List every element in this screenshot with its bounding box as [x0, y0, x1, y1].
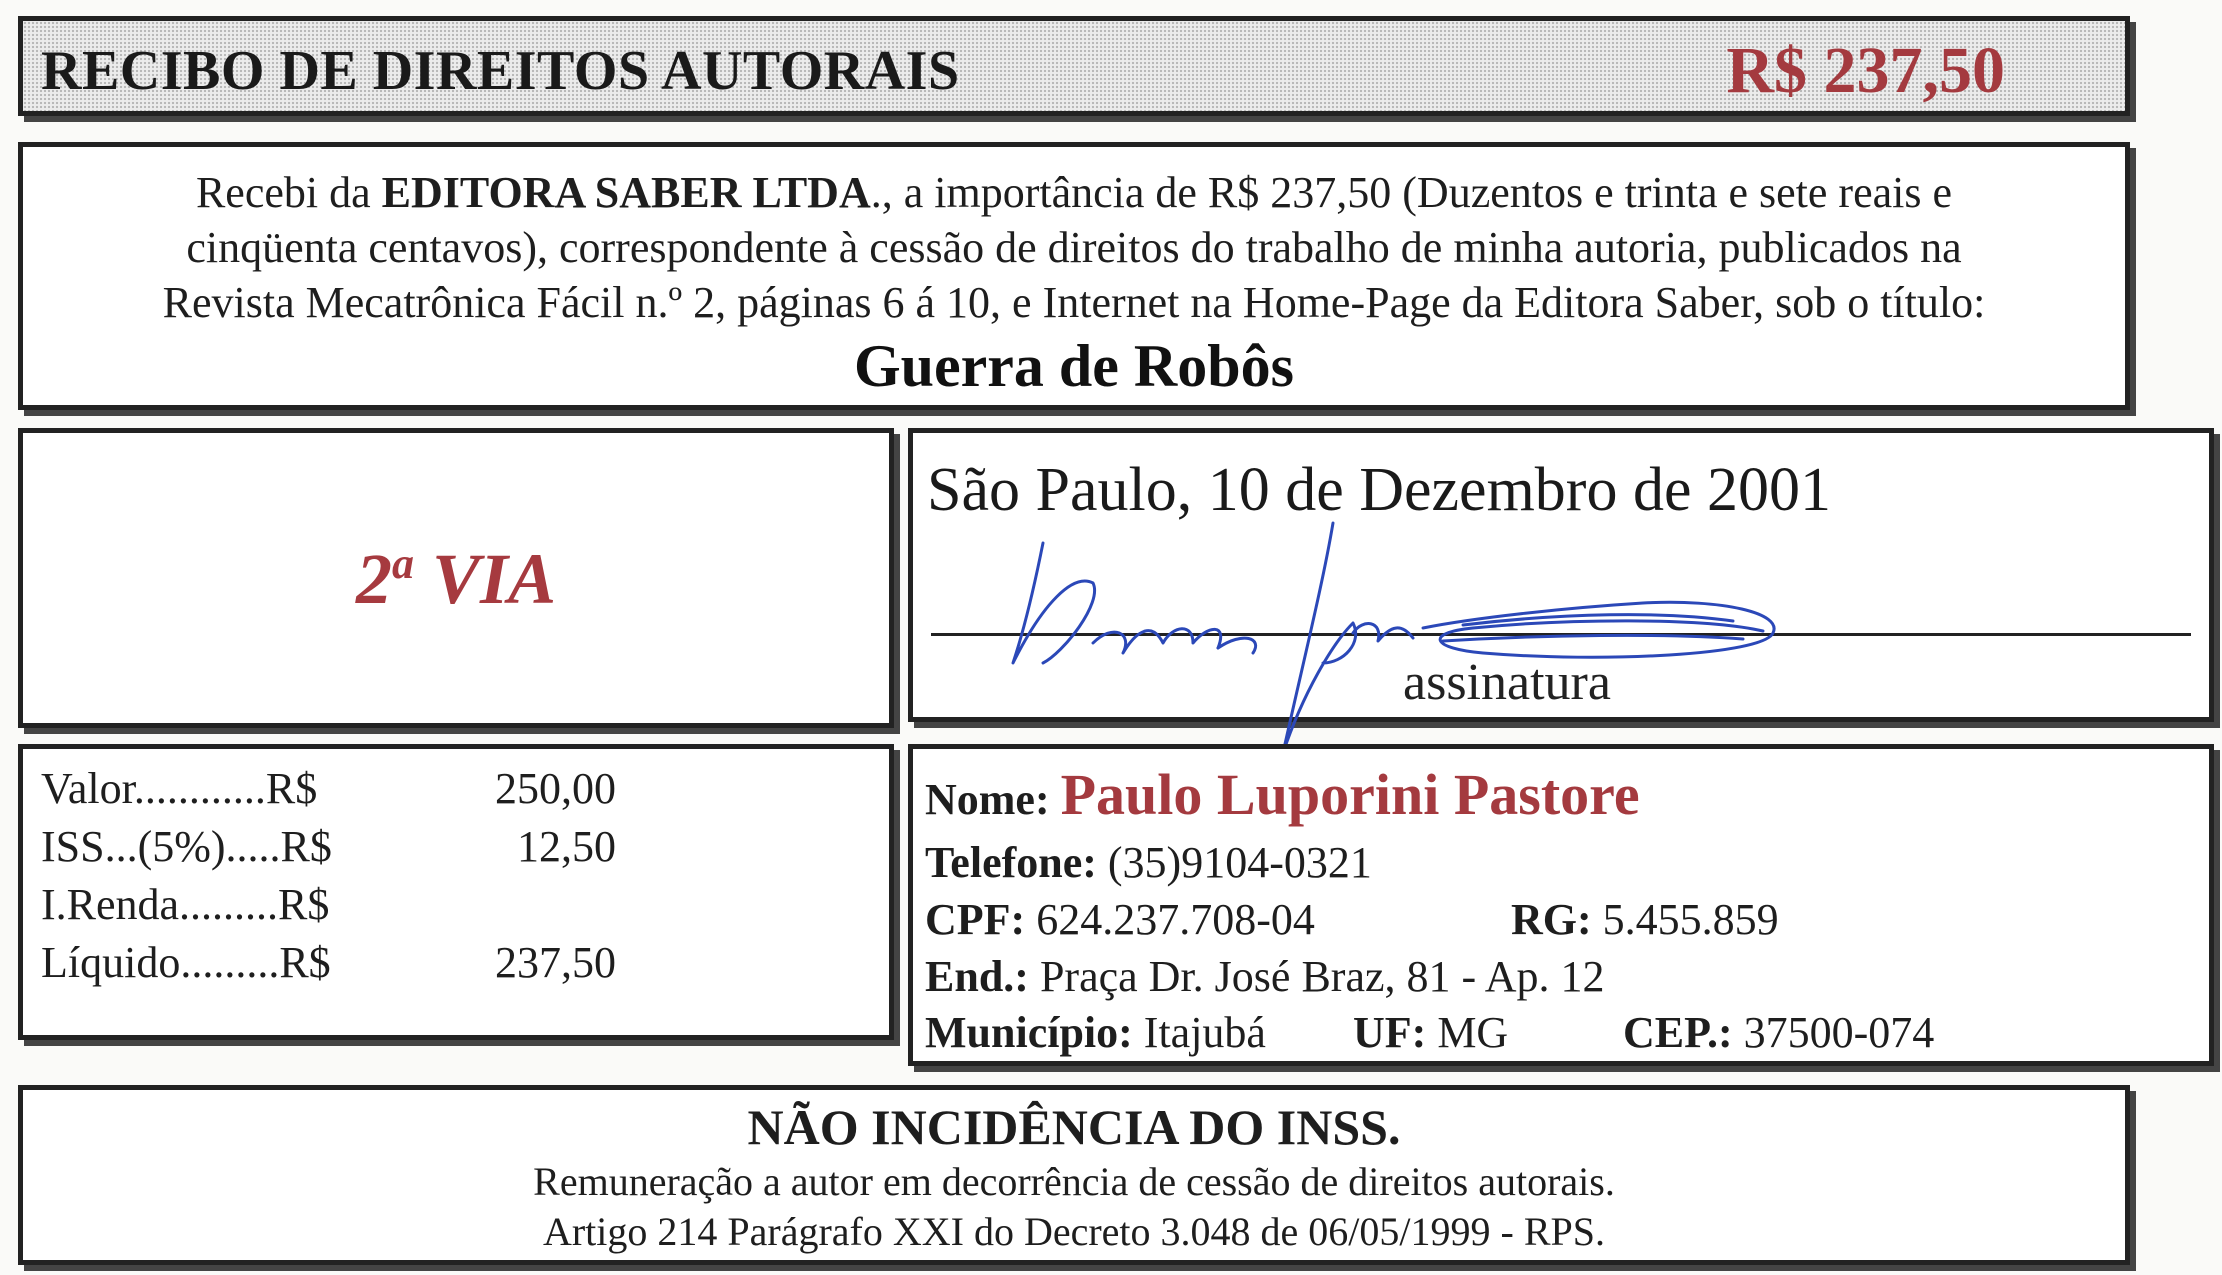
copy-label: VIA — [413, 539, 557, 619]
cep-value: 37500-074 — [1743, 1008, 1935, 1057]
value-amount: 12,50 — [517, 822, 616, 871]
receipt-line-3: Revista Mecatrônica Fácil n.º 2, páginas 6 á 10, e Internet na Home-Page da Editora Saber, sob o título: — [162, 278, 1986, 327]
cpf-value: 624.237.708-04 — [1036, 895, 1315, 944]
phone-label: Telefone: — [925, 838, 1097, 887]
total-amount: R$ 237,50 — [1726, 34, 2005, 107]
name-row — [925, 761, 1640, 828]
rg-value: 5.455.859 — [1602, 895, 1779, 944]
copy-ordinal: a — [391, 539, 414, 588]
value-row-valor — [41, 763, 616, 814]
cep-label: CEP.: — [1623, 1008, 1733, 1057]
receipt-header — [18, 16, 2130, 116]
inss-notice-line-1: Remuneração a autor em decorrência de cessão de direitos autorais. — [533, 1159, 1615, 1204]
value-amount: 250,00 — [495, 764, 616, 813]
receipt-line-1-prefix: Recebi da — [195, 168, 382, 217]
payee-name: Paulo Luporini Pastore — [1060, 762, 1640, 827]
phone-value: (35)9104-0321 — [1107, 838, 1372, 887]
address-label: End.: — [925, 952, 1029, 1001]
cpf-row — [925, 894, 1315, 945]
value-label: Líquido.........R$ — [41, 938, 331, 987]
receipt-line-2: cinqüenta centavos), correspondente à cessão de direitos do trabalho de minha autoria, publicados na — [186, 223, 1962, 272]
receipt-line-1-suffix: ., a importância de R$ 237,50 (Duzentos e trinta e sete reais e — [870, 168, 1953, 217]
signature-box — [908, 428, 2214, 722]
value-row-iss — [41, 821, 616, 872]
value-row-liquido — [41, 937, 616, 988]
payee-details-box — [908, 744, 2214, 1066]
phone-row — [925, 837, 1372, 888]
city-label: Município: — [925, 1008, 1133, 1057]
handwritten-signature — [1003, 513, 1823, 773]
value-label: I.Renda.........R$ — [41, 880, 330, 929]
value-label: Valor............R$ — [41, 764, 318, 813]
rg-row — [1511, 894, 1779, 945]
rg-label: RG: — [1511, 895, 1592, 944]
document-title: RECIBO DE DIREITOS AUTORAIS — [41, 40, 960, 102]
values-box — [18, 744, 894, 1040]
uf-value: MG — [1437, 1008, 1509, 1057]
value-label: ISS...(5%).....R$ — [41, 822, 332, 871]
address-value: Praça Dr. José Braz, 81 - Ap. 12 — [1039, 952, 1605, 1001]
value-row-irenda — [41, 879, 616, 930]
inss-notice-line-2: Artigo 214 Parágrafo XXI do Decreto 3.048 de 06/05/1999 - RPS. — [542, 1209, 1606, 1254]
copy-number: 2 — [355, 539, 392, 619]
inss-notice-box — [18, 1085, 2130, 1265]
receipt-text-box — [18, 142, 2130, 410]
signature-caption: assinatura — [1403, 654, 1611, 711]
name-label: Nome: — [925, 775, 1050, 824]
uf-label: UF: — [1353, 1008, 1427, 1057]
work-title: Guerra de Robôs — [854, 333, 1294, 399]
value-amount: 237,50 — [495, 938, 616, 987]
uf-row — [1353, 1007, 1508, 1058]
city-row — [925, 1007, 1266, 1058]
receipt-line-1 — [23, 165, 2125, 220]
address-row — [925, 951, 1605, 1002]
cpf-label: CPF: — [925, 895, 1026, 944]
cep-row — [1623, 1007, 1934, 1058]
inss-notice-title: NÃO INCIDÊNCIA DO INSS. — [747, 1099, 1401, 1155]
company-name: EDITORA SABER LTDA — [381, 168, 871, 217]
date-line: São Paulo, 10 de Dezembro de 2001 — [927, 456, 1831, 524]
copy-indicator-box — [18, 428, 894, 728]
city-value: Itajubá — [1143, 1008, 1266, 1057]
copy-indicator — [23, 538, 889, 621]
